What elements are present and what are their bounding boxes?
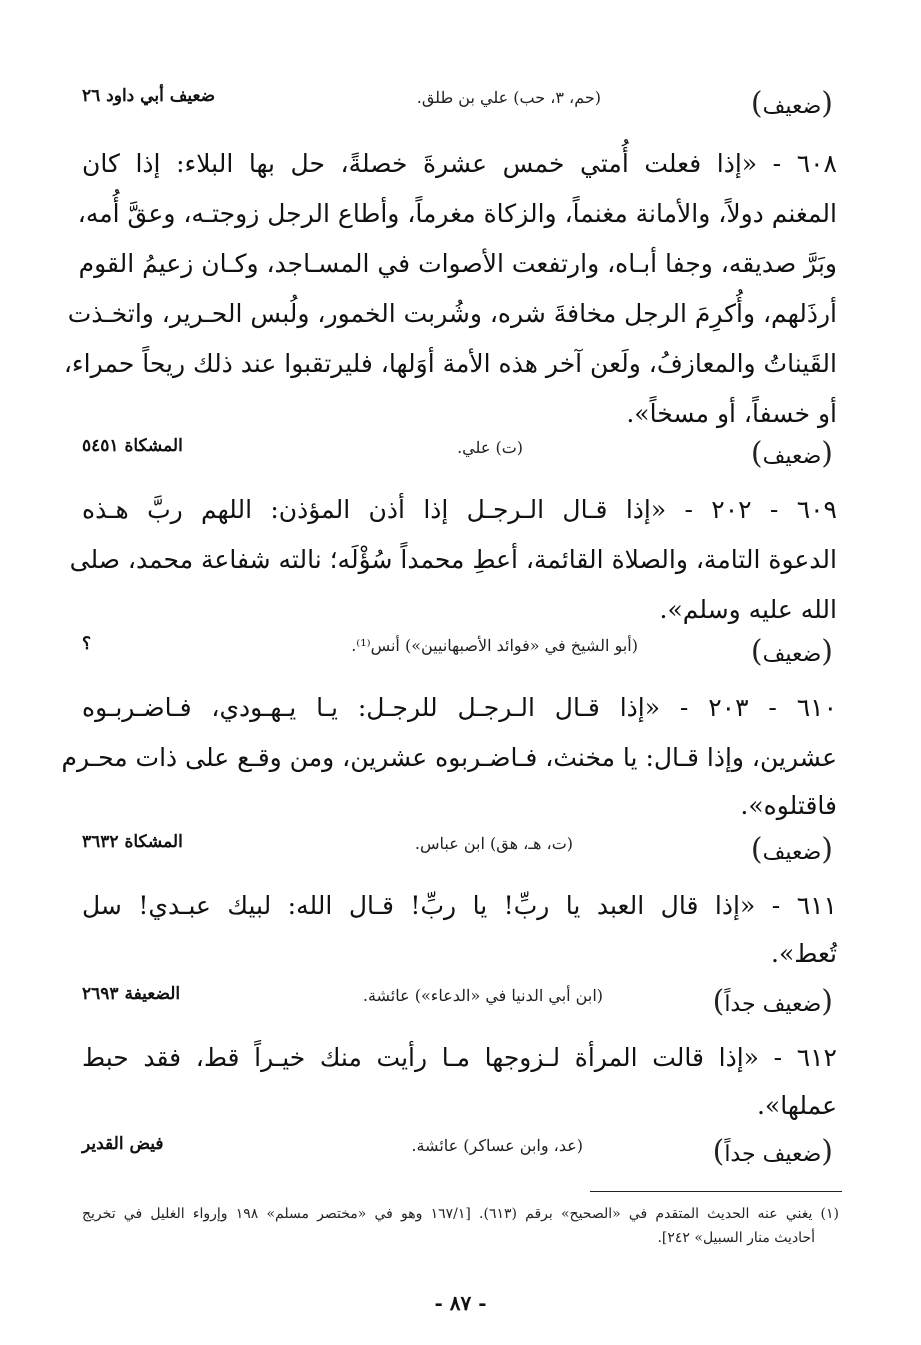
reference-text: ضعيف أبي داود ٢٦ [82,86,216,106]
reference-text: فيض القدير [82,1134,164,1154]
grade-label: (ضعيف) [750,832,833,867]
footnote-rule [590,1191,842,1192]
source-line [82,828,833,876]
hadith-line: وبَرَّ صديقه، وجفا أبـاه، وارتفعت الأصوات في المسـاجد، وكـان زعيمُ القوم [78,249,837,278]
page-number: - ٨٧ - [434,1291,487,1315]
hadith-line: أرذَلهم، وأُكرِمَ الرجل مخافةَ شره، وشُربت الخمور، ولُبس الحـرير، واتخـذت [67,299,837,328]
narrators-text: (أبو الشيخ في «فوائد الأصبهانيين») أنس⁽¹⁾. [351,636,638,655]
hadith-line: الدعوة التامة، والصلاة القائمة، أعطِ محمداً سُؤْلَه؛ نالته شفاعة محمد، صلى [69,545,837,574]
grade-label: (ضعيف جداً) [712,984,833,1019]
hadith-line: القَيناتُ والمعازفُ، ولَعن آخر هذه الأمة أوَلها، فليرتقبوا عند ذلك ريحاً حمراء، [63,349,837,378]
hadith-line: المغنم دولاً، والأمانة مغنماً، والزكاة مغرماً، وأطاع الرجل زوجتـه، وعقَّ أُمه، [77,199,837,228]
reference-text: المشكاة ٥٤٥١ [82,436,183,456]
grade-label: (ضعيف) [750,634,833,669]
source-line [82,630,833,678]
source-line [82,432,833,480]
narrators-text: (ت) علي. [457,438,523,457]
hadith-line: عشرين، وإذا قـال: يا مخنث، فـاضـربوه عشرين، ومن وقـع على ذات محـرم [61,743,837,772]
source-line [82,980,833,1028]
hadith-line: الله عليه وسلم». [659,595,837,624]
hadith-line: ٦١٠ - ٢٠٣ - «إذا قـال الـرجـل للرجـل: يـا يـهـودي، فـاضـربـوه [82,693,838,722]
narrators-text: (ابن أبي الدنيا في «الدعاء») عائشة. [362,986,603,1005]
source-line [82,1130,833,1178]
grade-label: (ضعيف) [750,86,833,121]
source-line [82,82,833,130]
hadith-line: أو خسفاً، أو مسخاً». [626,399,837,428]
reference-text: ؟ [82,634,92,654]
footnote-line: (١) يغني عنه الحديث المتقدم في «الصحيح» برقم (٦١٣). [١٦٧/١ وهو في «مختصر مسلم» ١٩٨ وإرواء الغليل في تخريج [82,1206,839,1222]
grade-label: (ضعيف) [750,436,833,471]
narrators-text: (ت، هـ، هق) ابن عباس. [414,834,573,853]
narrators-text: (حم، ٣، حب) علي بن طلق. [416,88,601,107]
hadith-line: ٦١٢ - «إذا قالت المرأة لـزوجها مـا رأيت منك خيـراً قط، فقد حبط [82,1043,837,1072]
hadith-line: ٦٠٩ - ٢٠٢ - «إذا قـال الـرجـل إذا أذن المؤذن: اللهم ربَّ هـذه [82,495,837,524]
reference-text: المشكاة ٣٦٣٢ [82,832,183,852]
hadith-line: فاقتلوه». [740,791,837,820]
reference-text: الضعيفة ٢٦٩٣ [82,984,181,1004]
narrators-text: (عد، وابن عساكر) عائشة. [411,1136,583,1155]
hadith-line: ٦١١ - «إذا قال العبد يا ربِّ! يا ربِّ! قـال الله: لبيك عبـدي! سل [82,891,837,920]
hadith-line: عملها». [756,1091,837,1120]
footnote-line: أحاديث منار السبيل» ٢٤٢]. [657,1230,815,1246]
grade-label: (ضعيف جداً) [712,1134,833,1169]
hadith-line: ٦٠٨ - «إذا فعلت أُمتي خمس عشرةَ خصلةً، حل بها البلاء: إذا كان [82,149,837,178]
hadith-line: تُعط». [771,939,837,968]
